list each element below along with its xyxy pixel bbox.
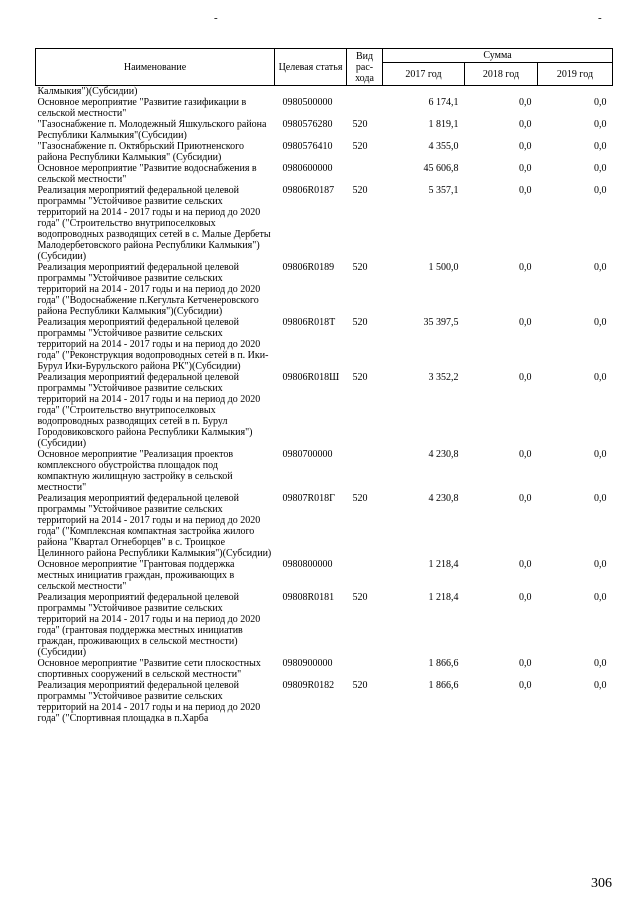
table-row: [36, 141, 613, 163]
row-code: 09806R018Т: [282, 317, 336, 328]
row-2018: 0,0: [519, 449, 532, 460]
row-2018: 0,0: [519, 97, 532, 108]
row-2019: 0,0: [594, 317, 607, 328]
row-vid: 520: [352, 141, 368, 152]
table-row: [36, 163, 613, 185]
table-row: [36, 592, 613, 658]
row-2018: 0,0: [519, 680, 532, 691]
row-name: Реализация мероприятий федеральной целевой программы "Устойчивое развитие сельских территорий на 2014 - 2017 годы и на период до 2020 года" ("Строительство внутрипоселковых водопроводных разводящих сетей в п. Бурул Городовиковского района Республики Калмыкия")(Субсидии): [37, 372, 261, 449]
row-name: Реализация мероприятий федеральной целевой программы "Устойчивое развитие сельских территорий на 2014 - 2017 годы и на период до 2020 года" (грантовая поддержка местных инициатив граждан, проживающих в сельской местности)(Субсидии): [37, 592, 261, 658]
row-vid: 520: [352, 119, 368, 130]
row-vid: 520: [352, 493, 368, 504]
row-2017: 6 174,1: [428, 97, 459, 108]
row-2017: 35 397,5: [423, 317, 459, 328]
col-name-header: Наименование: [36, 49, 275, 86]
row-2019: 0,0: [594, 658, 607, 669]
row-vid: 520: [352, 185, 368, 196]
col-code-header: Целевая статья: [275, 49, 347, 86]
top-dash-mark: -: [598, 12, 602, 24]
row-code: 0980500000: [282, 97, 333, 108]
row-2019: 0,0: [594, 493, 607, 504]
row-name: "Газоснабжение п. Октябрьский Приютненского района Республики Калмыкия" (Субсидии): [37, 141, 244, 163]
row-2018: 0,0: [519, 592, 532, 603]
row-name: Реализация мероприятий федеральной целевой программы "Устойчивое развитие сельских территорий на 2014 - 2017 годы и на период до 2020 года" ("Спортивная площадка в п.Харба: [37, 680, 261, 724]
table-row: [36, 559, 613, 592]
row-code: 09809R0182: [282, 680, 335, 691]
row-code: 0980576410: [282, 141, 333, 152]
row-2017: 1 500,0: [428, 262, 459, 273]
row-2017: 3 352,2: [428, 372, 459, 383]
row-code: 09806R0189: [282, 262, 335, 273]
row-name: Основное мероприятие "Развитие газификации в сельской местности": [37, 97, 247, 119]
row-name: Основное мероприятие "Развитие сети плоскостных спортивных сооружений в сельской местности": [37, 658, 261, 680]
row-2019: 0,0: [594, 163, 607, 174]
col-sum-header: Сумма: [383, 49, 613, 63]
row-2017: 5 357,1: [428, 185, 459, 196]
row-vid: 520: [352, 262, 368, 273]
row-code: 0980576280: [282, 119, 333, 130]
row-2017: 1 866,6: [428, 658, 459, 669]
row-code: 0980700000: [282, 449, 333, 460]
row-code: 0980600000: [282, 163, 333, 174]
col-2018-header: 2018 год: [465, 63, 538, 86]
row-name: Реализация мероприятий федеральной целевой программы "Устойчивое развитие сельских территорий на 2014 - 2017 годы и на период до 2020 года" ("Строительство внутрипоселковых водопроводных разводящих сетей в с. Малые Дербеты Малодербетовского района Республики Калмыкия")(Субсидии): [37, 185, 271, 262]
row-code: 0980800000: [282, 559, 333, 570]
row-code: 09806R018Ш: [282, 372, 340, 383]
row-2017: 4 230,8: [428, 493, 459, 504]
col-vid-header: Вид рас-хода: [347, 49, 383, 86]
row-2019: 0,0: [594, 592, 607, 603]
row-2017: 4 230,8: [428, 449, 459, 460]
row-2017: 1 819,1: [428, 119, 459, 130]
row-2017: 1 218,4: [428, 592, 459, 603]
row-name: Основное мероприятие "Реализация проектов комплексного обустройства площадок под компактную жилищную застройку в сельской местности": [37, 449, 234, 493]
row-name: Основное мероприятие "Грантовая поддержка местных инициатив граждан, проживающих в сельской местности": [37, 559, 235, 592]
row-code: 09807R018Г: [282, 493, 335, 504]
row-vid: [347, 97, 383, 119]
row-2017: 45 606,8: [423, 163, 459, 174]
row-name: "Газоснабжение п. Молодежный Яшкульского района Республики Калмыкия"(Субсидии): [37, 119, 267, 141]
row-vid: 520: [352, 680, 368, 691]
row-2019: 0,0: [594, 372, 607, 383]
table-row: [36, 317, 613, 372]
row-2018: 0,0: [519, 185, 532, 196]
row-2019: 0,0: [594, 119, 607, 130]
row-2018: 0,0: [519, 119, 532, 130]
row-name: Реализация мероприятий федеральной целевой программы "Устойчивое развитие сельских территорий на 2014 - 2017 годы и на период до 2020 года" ("Комплексная компактная застройка жилого района "Квартал Огнеборцев" в с. Троицкое Целинного района Республики Калмыкия")(Субсидии): [37, 493, 272, 559]
table-row: [36, 449, 613, 493]
row-2018: 0,0: [519, 163, 532, 174]
row-2019: 0,0: [594, 97, 607, 108]
row-vid: 520: [352, 592, 368, 603]
row-2018: 0,0: [519, 493, 532, 504]
row-2019: 0,0: [594, 185, 607, 196]
row-2018: 0,0: [519, 317, 532, 328]
row-2019: 0,0: [594, 680, 607, 691]
col-2017-header: 2017 год: [383, 63, 465, 86]
row-vid: [347, 658, 383, 680]
row-code: 0980900000: [282, 658, 333, 669]
continuation-text: Калмыкия")(Субсидии): [36, 86, 613, 98]
col-2019-header: 2019 год: [538, 63, 613, 86]
table-row: [36, 493, 613, 559]
row-2018: 0,0: [519, 262, 532, 273]
row-2017: 1 866,6: [428, 680, 459, 691]
table-row: [36, 680, 613, 724]
row-code: 09806R0187: [282, 185, 335, 196]
table-row: [36, 658, 613, 680]
row-vid: [347, 559, 383, 592]
budget-table: [35, 48, 613, 724]
row-name: Основное мероприятие "Развитие водоснабжения в сельской местности": [37, 163, 257, 185]
row-code: 09808R0181: [282, 592, 335, 603]
row-name: Реализация мероприятий федеральной целевой программы "Устойчивое развитие сельских территорий на 2014 - 2017 годы и на период до 2020 года" ("Водоснабжение п.Кегульта Кетченеровского района Республики Калмыкия")(Субсидии): [37, 262, 261, 317]
row-2019: 0,0: [594, 449, 607, 460]
row-2019: 0,0: [594, 262, 607, 273]
row-2017: 1 218,4: [428, 559, 459, 570]
table-row: [36, 119, 613, 141]
row-2019: 0,0: [594, 141, 607, 152]
table-row: [36, 97, 613, 119]
table-row: [36, 262, 613, 317]
row-2018: 0,0: [519, 141, 532, 152]
row-vid: 520: [352, 372, 368, 383]
row-vid: [347, 449, 383, 493]
row-2018: 0,0: [519, 372, 532, 383]
row-vid: 520: [352, 317, 368, 328]
table-row: [36, 185, 613, 262]
page-number: 306: [591, 876, 612, 891]
table-row: [36, 372, 613, 449]
row-2018: 0,0: [519, 559, 532, 570]
row-2019: 0,0: [594, 559, 607, 570]
row-vid: [347, 163, 383, 185]
row-2018: 0,0: [519, 658, 532, 669]
top-dash-mark: -: [214, 12, 218, 24]
row-name: Реализация мероприятий федеральной целевой программы "Устойчивое развитие сельских территорий на 2014 - 2017 годы и на период до 2020 года" ("Реконструкция водопроводных сетей в п. Ики-Бурул Ики-Бурульского района РК")(Субсидии): [37, 317, 269, 372]
row-2017: 4 355,0: [428, 141, 459, 152]
